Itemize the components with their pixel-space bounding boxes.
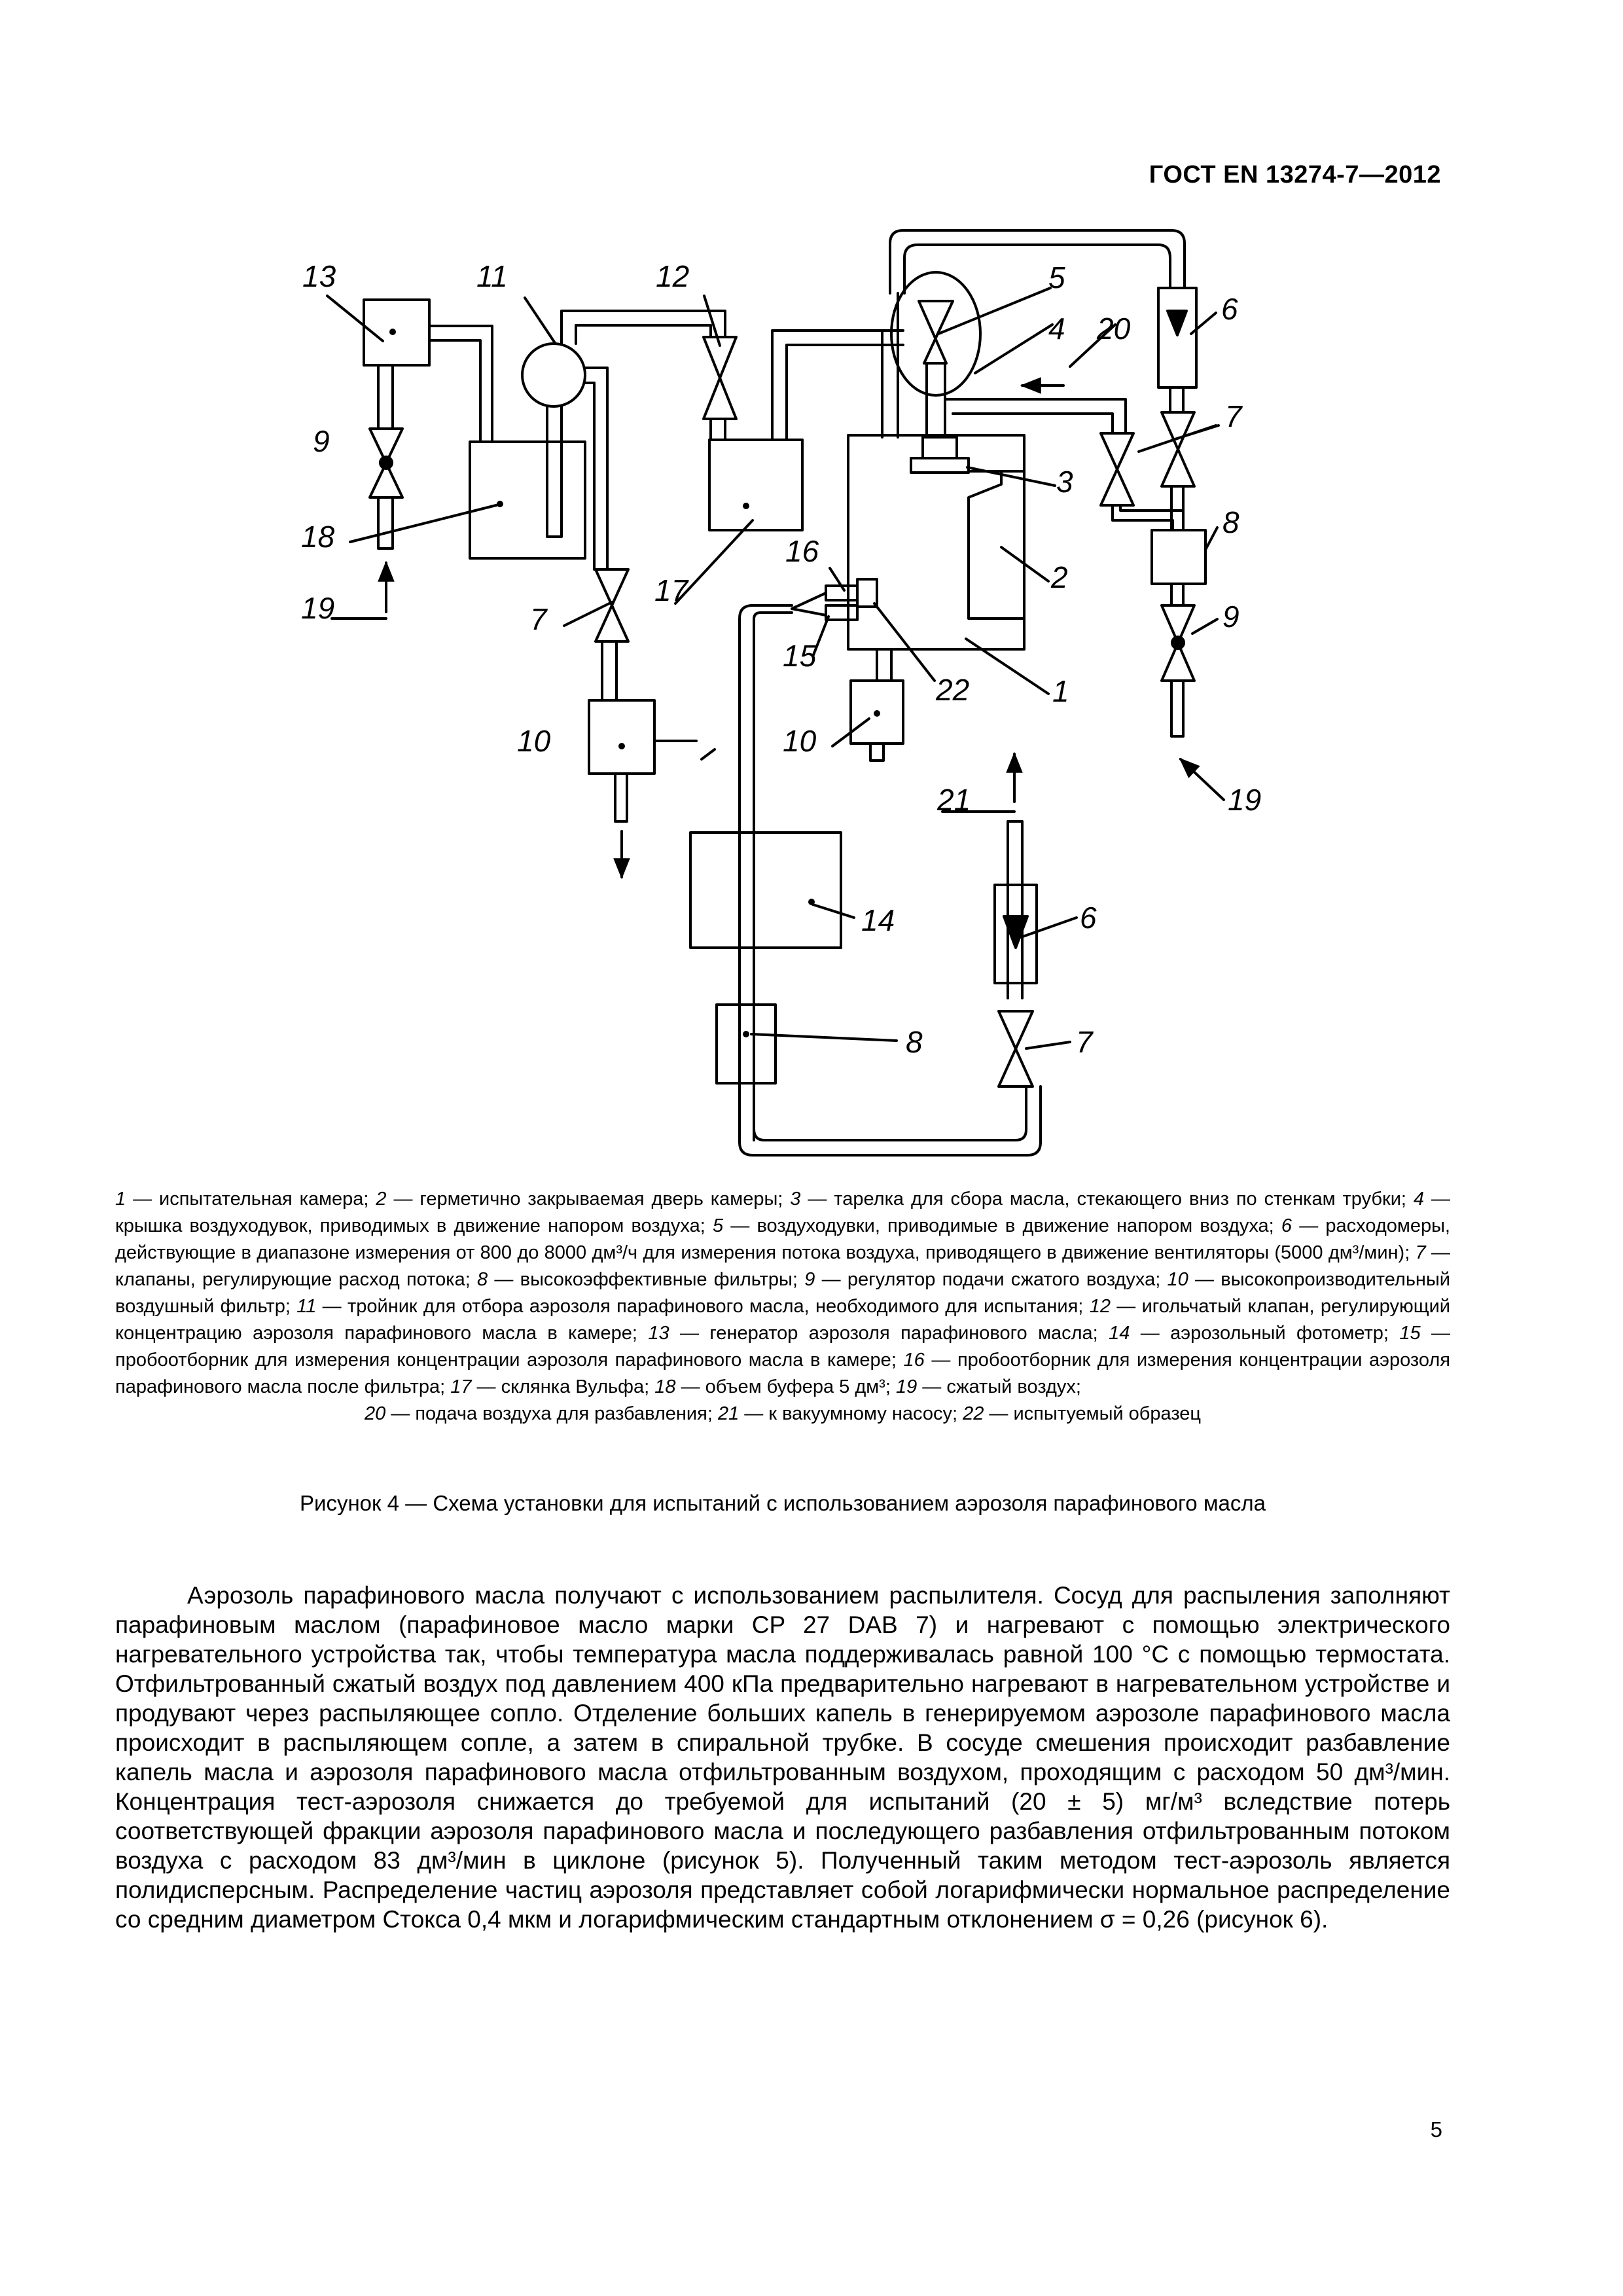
- label-9-left: 9: [313, 424, 330, 458]
- items-text-8: — высокоэффективные фильтры;: [488, 1269, 805, 1290]
- valve-7-left: [596, 569, 628, 641]
- items-text-14: — аэрозольный фотометр;: [1130, 1323, 1400, 1344]
- last_items-num-22: 22: [963, 1403, 984, 1424]
- items-num-4: 4: [1413, 1189, 1425, 1210]
- items-num-8: 8: [477, 1269, 488, 1290]
- legend-main: [115, 1189, 1450, 1397]
- items-num-11: 11: [296, 1296, 317, 1317]
- label-1: 1: [1052, 674, 1069, 708]
- items-num-3: 3: [790, 1189, 801, 1210]
- air-blower-5: [919, 301, 953, 363]
- items-num-16: 16: [903, 1350, 925, 1371]
- document-code: ГОСТ EN 13274-7—2012: [1149, 161, 1441, 188]
- legend-last-line: [115, 1401, 1450, 1427]
- label-19-left: 19: [301, 591, 335, 625]
- items-num-6: 6: [1281, 1215, 1293, 1236]
- page-number: 5: [1430, 2117, 1442, 2142]
- label-5: 5: [1048, 260, 1065, 295]
- woulff-bottle-17: [709, 440, 802, 530]
- items-text-9: — регулятор подачи сжатого воздуха;: [815, 1269, 1168, 1290]
- label-22: 22: [936, 673, 970, 707]
- paragraph-text: Аэрозоль парафинового масла получают с использованием распылителя. Сосуд для распыления заполняют парафиновым маслом (парафиновое масло марки CP 27 DAB 7) и нагревают с помощью электрического нагревательного устройства так, чтобы температура масла поддерживалась равной 100 °С с помощью термостата. Отфильтрованный сжатый воздух под давлением 400 кПа предварительно нагревают в нагревательном устройстве и продувают через распыляющее сопло. Отделение больших капель в генерируемом аэрозоле парафинового масла происходит в распыляющем сопле, а затем в спиральной трубке. В сосуде смешения происходит разбавление капель масла и аэрозоля парафинового масла отфильтрованным воздухом, проходящим с расходом 50 дм³/мин. Концентрация тест-аэрозоля снижается до требуемой для испытаний (20 ± 5) мг/м³ вследствие потерь соответствующей фракции аэрозоля парафинового масла и последующего разбавления отфильтрованным потоком воздуха с расходом 83 дм³/мин в циклоне (рисунок 5). Полученный таким методом тест-аэрозоль является полидисперсным. Распределение частиц аэрозоля представляет собой логарифмически нормальное распределение со средним диаметром Стокса 0,4 мкм и логарифмическим стандартным отклонением σ = 0,26 (рисунок 6).: [115, 1582, 1450, 1933]
- items-text-6: — расходомеры, действующие в диапазоне измерения от 800 до 8000 дм³/ч для измерения потока воздуха, приводящего в движение вентиляторы (5000 дм³/мин);: [115, 1215, 1450, 1263]
- items-text-18: — объем буфера 5 дм³;: [675, 1376, 896, 1397]
- label-15: 15: [783, 639, 817, 673]
- flowmeter-6-top: [1158, 288, 1196, 387]
- label-9-right: 9: [1222, 600, 1240, 634]
- items-num-12: 12: [1089, 1296, 1111, 1317]
- last_items-text-21: — к вакуумному насосу;: [739, 1403, 963, 1424]
- pipe-13-9: [378, 365, 393, 429]
- items-num-5: 5: [712, 1215, 724, 1236]
- label-10-left: 10: [517, 724, 551, 758]
- label-8-top: 8: [1222, 505, 1240, 539]
- items-text-10: — высокопроизводительный воздушный фильтр;: [115, 1269, 1450, 1317]
- label-3: 3: [1056, 465, 1073, 499]
- label-13: 13: [302, 259, 336, 293]
- items-num-17: 17: [450, 1376, 472, 1397]
- label-19-right: 19: [1228, 783, 1262, 817]
- pipe-11-12: [562, 311, 725, 344]
- aerosol-photometer-14: [690, 833, 841, 948]
- label-2: 2: [1051, 560, 1068, 594]
- valve-7-right: [1162, 412, 1194, 486]
- items-text-3: — тарелка для сбора масла, стекающего вниз по стенкам трубки;: [800, 1189, 1414, 1210]
- items-num-2: 2: [376, 1189, 387, 1210]
- valve-7-small: [1101, 433, 1133, 505]
- items-text-17: — склянка Вульфа;: [471, 1376, 655, 1397]
- label-12: 12: [656, 259, 690, 293]
- last_items-text-20: — подача воздуха для разбавления;: [385, 1403, 718, 1424]
- label-16: 16: [785, 534, 819, 568]
- label-6-bottom: 6: [1080, 901, 1097, 935]
- label-6-top: 6: [1221, 292, 1238, 326]
- sampling-tee-11: [522, 344, 585, 406]
- items-num-19: 19: [895, 1376, 918, 1397]
- items-text-4: — крышка воздуходувок, приводимых в движение напором воздуха;: [115, 1189, 1450, 1236]
- items-num-15: 15: [1399, 1323, 1421, 1344]
- hepa-filter-8-top: [1152, 530, 1205, 584]
- label-20: 20: [1097, 312, 1131, 346]
- items-text-16: — пробоотборник для измерения концентрации аэрозоля парафинового масла после фильтра;: [115, 1350, 1450, 1397]
- label-18: 18: [301, 520, 335, 554]
- items-text-1: — испытательная камера;: [126, 1189, 376, 1210]
- items-num-18: 18: [654, 1376, 676, 1397]
- sampler-15: [826, 605, 857, 620]
- buffer-tank-18: [470, 442, 585, 558]
- figure-caption: Рисунок 4 — Схема установки для испытаний с использованием аэрозоля парафинового масла: [300, 1491, 1266, 1515]
- hepa-filter-10-left: [589, 700, 654, 774]
- pipe-13-18: [429, 326, 492, 442]
- items-num-9: 9: [804, 1269, 815, 1290]
- test-chamber-1: [848, 435, 1024, 649]
- label-14: 14: [861, 903, 895, 937]
- figure-legend: [115, 1186, 1450, 1427]
- items-text-12: — игольчатый клапан, регулирующий концентрацию аэрозоля парафинового масла в камере;: [115, 1296, 1450, 1344]
- last_items-num-21: 21: [717, 1403, 740, 1424]
- label-21: 21: [937, 783, 971, 817]
- items-text-5: — воздуходувки, приводимые в движение напором воздуха;: [723, 1215, 1281, 1236]
- items-text-15: — пробоотборник для измерения концентрации аэрозоля парафинового масла в камере;: [115, 1323, 1450, 1371]
- items-num-10: 10: [1167, 1269, 1188, 1290]
- label-4: 4: [1048, 312, 1065, 346]
- items-num-1: 1: [115, 1189, 126, 1210]
- last_items-num-20: 20: [364, 1403, 386, 1424]
- inlet-19-left: [378, 497, 393, 548]
- last_items-text-22: — испытуемый образец: [984, 1403, 1202, 1424]
- oil-tray-3: [911, 458, 969, 473]
- items-text-11: — тройник для отбора аэрозоля парафинового масла, необходимого для испытания;: [316, 1296, 1090, 1317]
- items-num-7: 7: [1415, 1242, 1426, 1263]
- label-11: 11: [476, 259, 508, 293]
- chamber-door-2: [969, 471, 1024, 619]
- body-paragraph: [115, 1581, 1450, 1934]
- items-text-13: — генератор аэрозоля парафинового масла;: [669, 1323, 1109, 1344]
- needle-valve-12: [704, 337, 736, 419]
- items-text-2: — герметично закрываемая дверь камеры;: [386, 1189, 791, 1210]
- label-7-right: 7: [1225, 399, 1242, 433]
- items-num-13: 13: [648, 1323, 669, 1344]
- label-7-left: 7: [530, 602, 547, 636]
- label-10-center: 10: [783, 724, 817, 758]
- label-17: 17: [654, 573, 688, 607]
- items-text-7: — клапаны, регулирующие расход потока;: [115, 1242, 1451, 1290]
- label-8-bottom: 8: [906, 1025, 923, 1059]
- hepa-filter-8-bottom: [717, 1005, 776, 1083]
- label-7-bottom: 7: [1076, 1025, 1093, 1059]
- items-text-19: — сжатый воздух;: [917, 1376, 1081, 1397]
- items-num-14: 14: [1109, 1323, 1130, 1344]
